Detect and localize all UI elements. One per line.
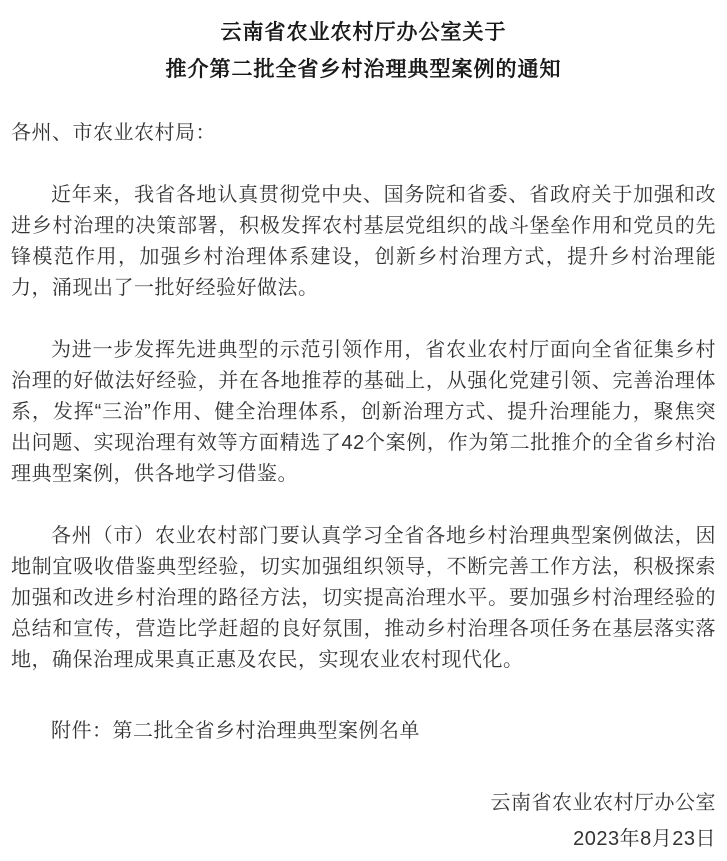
notice-body: [11, 118, 716, 747]
notice-title-line-2: 推介第二批全省乡村治理典型案例的通知: [165, 58, 562, 81]
signature-org: 云南省农业农村厅办公室: [490, 792, 716, 814]
notice-title-line-1: 云南省农业农村厅办公室关于: [220, 21, 507, 44]
attachment-line: 附件：第二批全省乡村治理典型案例名单: [51, 720, 420, 742]
salutation: 各州、市农业农村局：: [11, 122, 216, 144]
body-paragraph-2: 为进一步发挥先进典型的示范引领作用，省农业农村厅面向全省征集乡村治理的好做法好经验，并在各地推荐的基础上，从强化党建引领、完善治理体系，发挥“三治”作用、健全治理体系，创新治理方式、提升治理能力，聚焦突出问题、实现治理有效等方面精选了42个案例，作为第二批推介的全省乡村治理典型案例，供各地学习借鉴。: [11, 339, 716, 485]
signature-date: 2023年8月23日: [573, 828, 716, 850]
body-paragraph-1: 近年来，我省各地认真贯彻党中央、国务院和省委、省政府关于加强和改进乡村治理的决策部署，积极发挥农村基层党组织的战斗堡垒作用和党员的先锋模范作用，加强乡村治理体系建设，创新乡村治理方式，提升乡村治理能力，涌现出了一批好经验好做法。: [11, 184, 716, 299]
body-paragraph-3: 各州（市）农业农村部门要认真学习全省各地乡村治理典型案例做法，因地制宜吸收借鉴典型经验，切实加强组织领导，不断完善工作方法，积极探索加强和改进乡村治理的路径方法，切实提高治理水平。要加强乡村治理经验的总结和宣传，营造比学赶超的良好氛围，推动乡村治理各项任务在基层落实落地，确保治理成果真正惠及农民，实现农业农村现代化。: [11, 525, 716, 671]
signature-block: [11, 785, 716, 857]
notice-title: [11, 14, 716, 88]
